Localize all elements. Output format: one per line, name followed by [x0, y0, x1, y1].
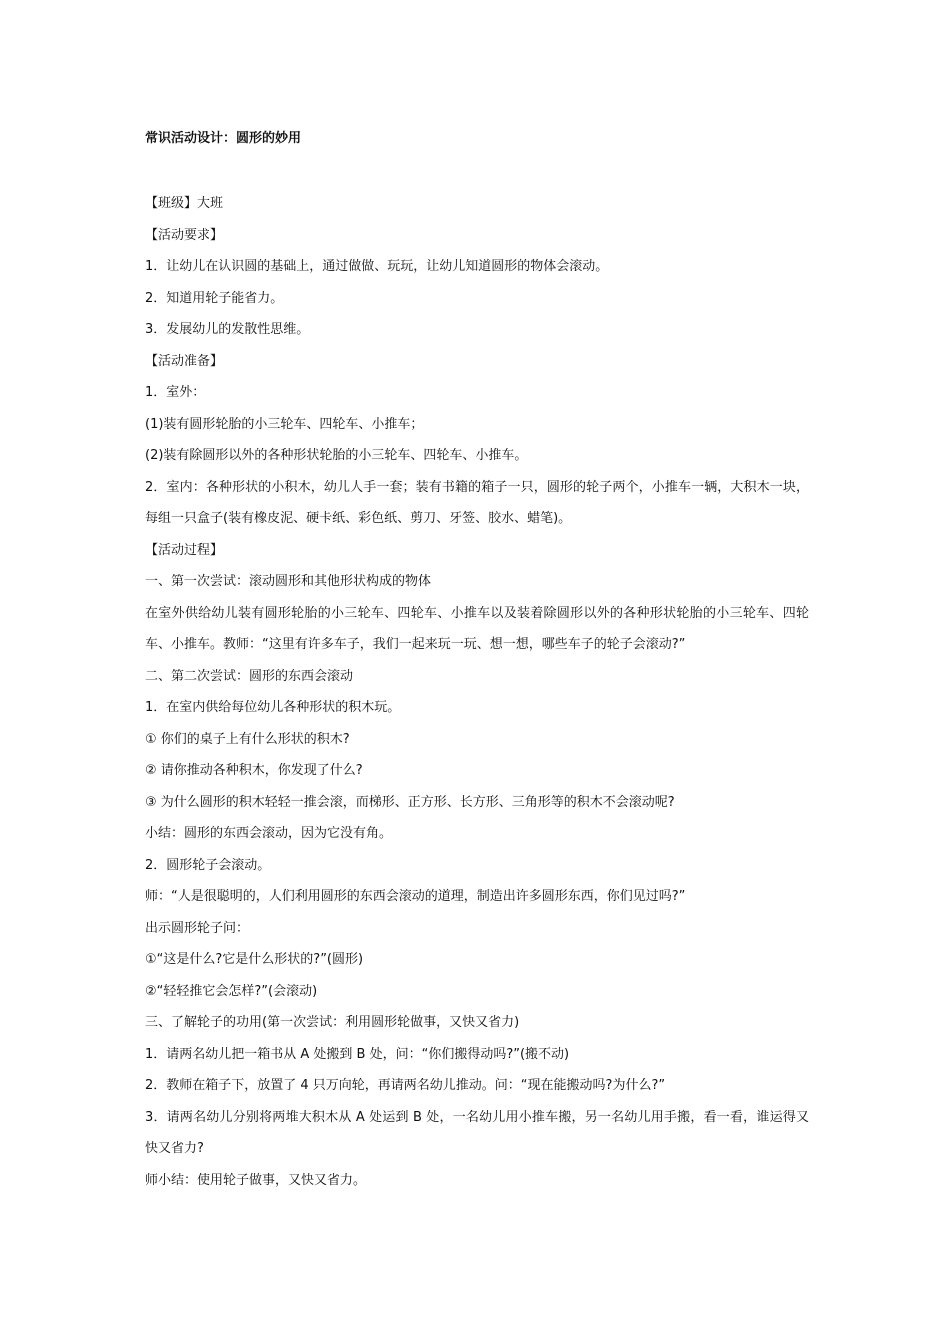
paragraph: 1．在室内供给每位幼儿各种形状的积木玩。 [145, 700, 401, 715]
paragraph: 1．让幼儿在认识圆的基础上，通过做做、玩玩，让幼儿知道圆形的物体会滚动。 [145, 259, 609, 274]
paragraph: 师小结：使用轮子做事，又快又省力。 [145, 1172, 367, 1188]
paragraph: ①“这是什么?它是什么形状的?”(圆形) [145, 952, 364, 967]
paragraph: 2．知道用轮子能省力。 [145, 290, 284, 306]
section-heading: 三、了解轮子的功用(第一次尝试：利用圆形轮做事，又快又省力) [145, 1015, 520, 1030]
paragraph: 2．圆形轮子会滚动。 [145, 857, 271, 873]
paragraph: 2．室内：各种形状的小积木，幼儿人手一套；装有书籍的箱子一只，圆形的轮子两个，小推车一辆，大积木一块，每组一只盒子(装有橡皮泥、硬卡纸、彩色纸、剪刀、牙签、胶水、蜡笔)。 [145, 479, 809, 526]
heading-activity-process: 【活动过程】 [145, 542, 224, 558]
heading-activity-requirements: 【活动要求】 [145, 227, 224, 243]
section-heading: 二、第二次尝试：圆形的东西会滚动 [145, 668, 354, 684]
paragraph: 3．发展幼儿的发散性思维。 [145, 322, 310, 337]
paragraph: 出示圆形轮子问： [145, 920, 250, 936]
page-title: 常识活动设计：圆形的妙用 [145, 131, 302, 146]
paragraph: 师：“人是很聪明的，人们利用圆形的东西会滚动的道理，制造出许多圆形东西，你们见过吗?” [145, 889, 686, 904]
paragraph: 3．请两名幼儿分别将两堆大积木从 A 处运到 B 处，一名幼儿用小推车搬，另一名幼儿用手搬，看一看，谁运得又快又省力? [145, 1109, 809, 1156]
section-heading: 一、第一次尝试：滚动圆形和其他形状构成的物体 [145, 574, 432, 589]
document-body [145, 188, 809, 1196]
paragraph: 小结：圆形的东西会滚动，因为它没有角。 [145, 826, 393, 841]
paragraph: 在室外供给幼儿装有圆形轮胎的小三轮车、四轮车、小推车以及装着除圆形以外的各种形状轮胎的小三轮车、四轮车、小推车。教师：“这里有许多车子，我们一起来玩一玩、想一想，哪些车子的轮子会滚动?” [145, 605, 809, 652]
heading-activity-preparation: 【活动准备】 [145, 353, 224, 369]
paragraph: (1)装有圆形轮胎的小三轮车、四轮车、小推车； [145, 416, 424, 432]
paragraph-class-level: 【班级】大班 [145, 196, 224, 211]
paragraph: 2．教师在箱子下，放置了 4 只万向轮，再请两名幼儿推动。问：“现在能搬动吗?为什么?” [145, 1078, 666, 1093]
paragraph: ① 你们的桌子上有什么形状的积木? [145, 731, 350, 747]
paragraph: 1．请两名幼儿把一箱书从 A 处搬到 B 处，问：“你们搬得动吗?”(搬不动) [145, 1046, 570, 1062]
paragraph: 1．室外： [145, 385, 206, 400]
paragraph: ②“轻轻推它会怎样?”(会滚动) [145, 983, 318, 999]
paragraph: (2)装有除圆形以外的各种形状轮胎的小三轮车、四轮车、小推车。 [145, 448, 528, 463]
paragraph: ② 请你推动各种积木，你发现了什么? [145, 763, 363, 778]
paragraph: ③ 为什么圆形的积木轻轻一推会滚，而梯形、正方形、长方形、三角形等的积木不会滚动呢? [145, 794, 675, 810]
